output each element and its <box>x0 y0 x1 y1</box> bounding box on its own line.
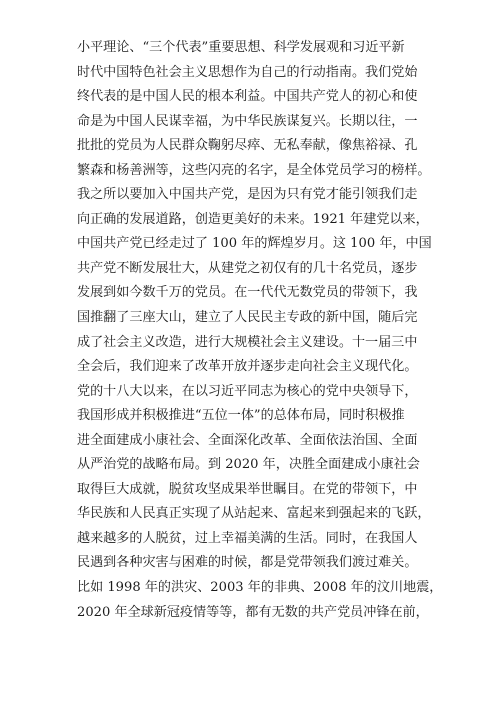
text-line: 我之所以要加入中国共产党，是因为只有党才能引领我们走 <box>77 187 418 203</box>
text-line: 时代中国特色社会主义思想作为自己的行动指南。我们党始 <box>77 64 418 80</box>
text-line: 发展到如今数千万的党员。在一代代无数党员的带领下，我 <box>77 285 418 301</box>
text-line: 进全面建成小康社会、全面深化改革、全面依法治国、全面 <box>77 432 418 448</box>
text-line: 终代表的是中国人民的根本利益。中国共产党人的初心和使 <box>77 89 418 105</box>
text-line: 民遇到各种灾害与困难的时候，都是党带领我们渡过难关。 <box>77 555 418 571</box>
text-line: 繁森和杨善洲等，这些闪亮的名字，是全体党员学习的榜样。 <box>77 162 431 178</box>
text-line: 全会后，我们迎来了改革开放并逐步走向社会主义现代化。 <box>77 359 418 375</box>
text-line: 从严治党的战略布局。到 2020 年，决胜全面建成小康社会 <box>77 457 420 473</box>
text-line: 命是为中国人民谋幸福，为中华民族谋复兴。长期以往，一 <box>77 113 418 129</box>
text-line: 向正确的发展道路，创造更美好的未来。1921 年建党以来， <box>77 211 429 227</box>
text-line: 小平理论、“三个代表”重要思想、科学发展观和习近平新 <box>77 40 405 55</box>
text-line: 我国形成并积极推进“五位一体”的总体布局，同时积极推 <box>77 408 405 424</box>
text-line: 成了社会主义改造，进行大规模社会主义建设。十一届三中 <box>77 334 418 350</box>
body-paragraph <box>77 36 443 625</box>
text-line: 华民族和人民真正实现了从站起来、富起来到强起来的飞跃， <box>77 506 431 522</box>
text-line: 取得巨大成就，脱贫攻坚成果举世瞩目。在党的带领下，中 <box>77 481 418 497</box>
text-line: 批批的党员为人民群众鞠躬尽瘁、无私奉献，像焦裕禄、孔 <box>77 138 418 154</box>
text-line: 共产党不断发展壮大，从建党之初仅有的几十名党员，逐步 <box>77 260 418 276</box>
text-line: 党的十八大以来，在以习近平同志为核心的党中央领导下， <box>77 383 418 399</box>
text-line: 中国共产党已经走过了 100 年的辉煌岁月。这 100 年，中国 <box>77 236 432 252</box>
text-line: 2020 年全球新冠疫情等等，都有无数的共产党员冲锋在前， <box>77 604 429 620</box>
text-line: 越来越多的人脱贫，过上幸福美满的生活。同时，在我国人 <box>77 530 418 546</box>
text-line: 国推翻了三座大山，建立了人民民主专政的新中国，随后完 <box>77 310 418 326</box>
text-line: 比如 1998 年的洪灾、2003 年的非典、2008 年的汶川地震， <box>77 580 443 596</box>
